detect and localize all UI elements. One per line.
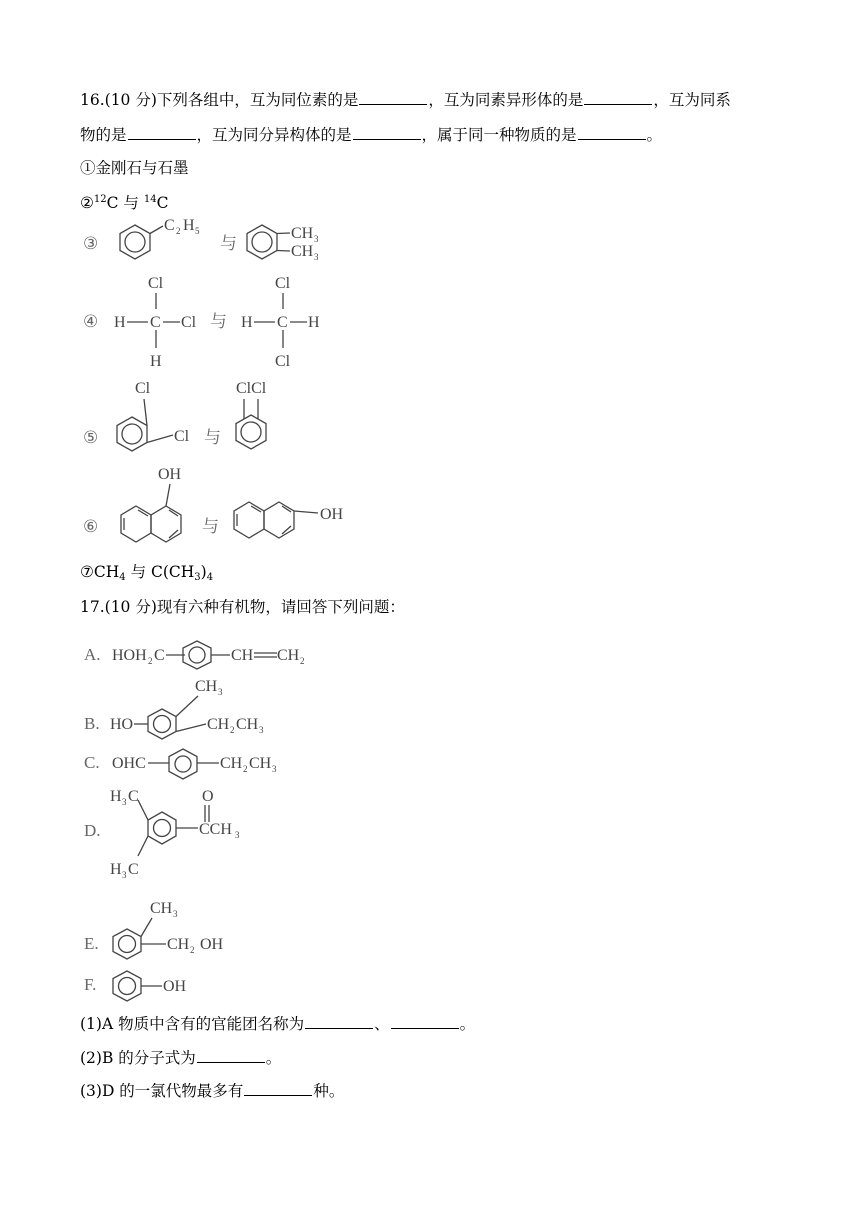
question-text: 。 [459, 1015, 476, 1033]
q16-item-1: ①金刚石与石墨 [80, 159, 189, 177]
option-label: E. [84, 934, 99, 953]
atom-label: H [241, 314, 253, 331]
answer-blank-chloro-count[interactable] [244, 1081, 312, 1096]
subscript: 3 [173, 909, 178, 919]
q16-stem-text: ，属于同一种物质的是 [421, 126, 577, 144]
item-6-structures [80, 460, 380, 555]
q16-stem-text: ，互为同系 [653, 91, 731, 109]
question-text: (3)D 的一氯代物最多有 [80, 1082, 244, 1100]
atom-label: H [308, 314, 320, 331]
item-number: ⑤ [83, 428, 99, 447]
answer-blank-molecular-formula[interactable] [197, 1048, 265, 1063]
subscript: 4 [119, 572, 126, 583]
atom-label: CCH [199, 821, 232, 838]
atom-label: CH [231, 647, 254, 664]
question-text: 。 [265, 1049, 282, 1067]
atom-label: CH [167, 936, 190, 953]
subscript: 4 [206, 572, 214, 583]
subscript: 3 [235, 830, 240, 840]
item-number: ② [80, 194, 94, 212]
atom-label: OHC [112, 755, 146, 772]
atom-label: C [150, 314, 161, 331]
subscript: 2 [230, 725, 235, 735]
atom-label: OH [158, 466, 182, 483]
benzene-ring-dichloro-b [236, 399, 266, 449]
subscript: 3 [122, 797, 127, 807]
subscript: 3 [194, 572, 201, 583]
compound-c-structure [80, 744, 340, 784]
item-3-structures [80, 218, 380, 268]
atom-label: Cl [174, 428, 190, 445]
question-text: (2)B 的分子式为 [80, 1049, 196, 1067]
benzene-ring-f [113, 971, 162, 1001]
q17-stem: 17.(10 分)现有六种有机物，请回答下列问题： [80, 598, 405, 616]
answer-blank-homologs[interactable] [128, 125, 196, 140]
atom-label: CH [195, 678, 218, 695]
question-text: 、 [374, 1015, 390, 1033]
item-number: ④ [83, 312, 99, 331]
subscript: 3 [314, 252, 319, 262]
item-5-structures [80, 375, 320, 465]
atom-label: Cl [275, 275, 291, 292]
benzene-ring-d [138, 800, 198, 856]
option-label: D. [84, 821, 101, 840]
subscript: 3 [314, 234, 319, 244]
answer-blank-functional-group-2[interactable] [391, 1014, 459, 1029]
atom-label: ClCl [236, 380, 267, 397]
atom-label: C [128, 788, 139, 805]
option-label: A. [84, 645, 101, 664]
atom-label: CH [236, 716, 259, 733]
atom-label: HO [110, 716, 134, 733]
subscript: 3 [122, 870, 127, 880]
atom-label: CH [220, 755, 243, 772]
q17-sub-3 [80, 1081, 344, 1101]
atom-label: OH [163, 978, 187, 995]
q16-item-2 [80, 190, 168, 213]
benzene-ring-a [183, 641, 211, 669]
atom-label: OH [200, 936, 224, 953]
atom-label: HOH [112, 647, 147, 664]
atom-label: CH [249, 755, 272, 772]
q17-sub-1 [80, 1014, 475, 1034]
connector-word: 与 [204, 428, 221, 447]
benzene-ring-xylene [247, 225, 290, 259]
atom-label: CH [150, 900, 173, 917]
option-label: C. [84, 753, 100, 772]
atom-label: O [202, 788, 214, 805]
atom-label: C [154, 647, 165, 664]
compound-b-structure [80, 674, 340, 744]
connector-word: 与 [202, 517, 219, 536]
item-number: ⑥ [83, 517, 99, 536]
atom-label: OH [320, 506, 344, 523]
atom-label: C [277, 314, 288, 331]
atom-label: C [164, 217, 175, 234]
atom-label: Cl [181, 314, 197, 331]
compound-a-structure [80, 632, 340, 672]
q17-sub-2 [80, 1048, 281, 1068]
answer-blank-isomers[interactable] [353, 125, 421, 140]
item-number: ③ [83, 234, 99, 253]
atom-label: C [128, 861, 139, 878]
atom-label: CH [277, 647, 300, 664]
atom-label: H [183, 217, 195, 234]
subscript: 2 [243, 764, 248, 774]
q16-item-7 [80, 562, 213, 588]
atom-label: H [110, 861, 122, 878]
answer-blank-same-substance[interactable] [578, 125, 646, 140]
subscript: 5 [195, 226, 200, 236]
q16-stem-line2 [80, 125, 662, 145]
question-text: 种。 [313, 1082, 345, 1100]
subscript: 3 [218, 687, 223, 697]
q16-stem-text: 物的是 [80, 126, 127, 144]
atom-label: Cl [148, 275, 164, 292]
benzene-ring-c [169, 749, 197, 779]
answer-blank-functional-group-1[interactable] [305, 1014, 373, 1029]
q16-stem-text: 。 [646, 126, 663, 144]
q16-stem-text: ，互为同分异构体的是 [196, 126, 352, 144]
atom-label: Cl [135, 380, 151, 397]
formula-text: ⑦CH [80, 563, 120, 581]
connector-word: 与 [210, 312, 227, 331]
question-text: (1)A 物质中含有的官能团名称为 [80, 1015, 305, 1033]
mass-number: 14 [143, 194, 157, 205]
mass-number: 12 [93, 194, 107, 205]
option-label: F. [84, 975, 97, 994]
atom-label: CH [207, 716, 230, 733]
subscript: 3 [272, 764, 277, 774]
atom-label: CH [291, 225, 314, 242]
benzene-ring-b [148, 696, 206, 739]
compound-d-structure [80, 784, 340, 884]
element-text: C 与 [106, 194, 144, 212]
compound-f-structure [80, 966, 280, 1002]
benzene-ring-dichloro-a [117, 399, 173, 451]
subscript: 2 [176, 226, 181, 236]
atom-label: H [150, 353, 162, 370]
q16-stem-text: 16.(10 分)下列各组中，互为同位素的是 [80, 91, 359, 109]
atom-label: Cl [275, 353, 291, 370]
subscript: 2 [190, 945, 195, 955]
atom-label: H [110, 788, 122, 805]
subscript: 2 [148, 656, 153, 666]
q16-stem-text: ，互为同素异形体的是 [428, 91, 584, 109]
answer-blank-isotopes[interactable] [359, 90, 427, 105]
formula-text: ) [200, 563, 207, 581]
item-4-structures [80, 270, 340, 370]
answer-blank-allotropes[interactable] [584, 90, 652, 105]
atom-label: H [114, 314, 126, 331]
atom-label: CH [291, 243, 314, 260]
benzene-ring-ethylbenzene [120, 225, 163, 259]
option-label: B. [84, 714, 100, 733]
connector-word: 与 [220, 234, 237, 253]
element-text: C [156, 194, 169, 212]
compound-e-structure [80, 896, 340, 966]
subscript: 2 [300, 656, 305, 666]
formula-text: 与 C(CH [125, 563, 195, 581]
q16-stem-line1 [80, 90, 731, 110]
naphthalene-2-naphthol [234, 502, 318, 538]
subscript: 3 [259, 725, 264, 735]
naphthalene-1-naphthol [121, 484, 181, 542]
benzene-ring-e [113, 918, 166, 959]
